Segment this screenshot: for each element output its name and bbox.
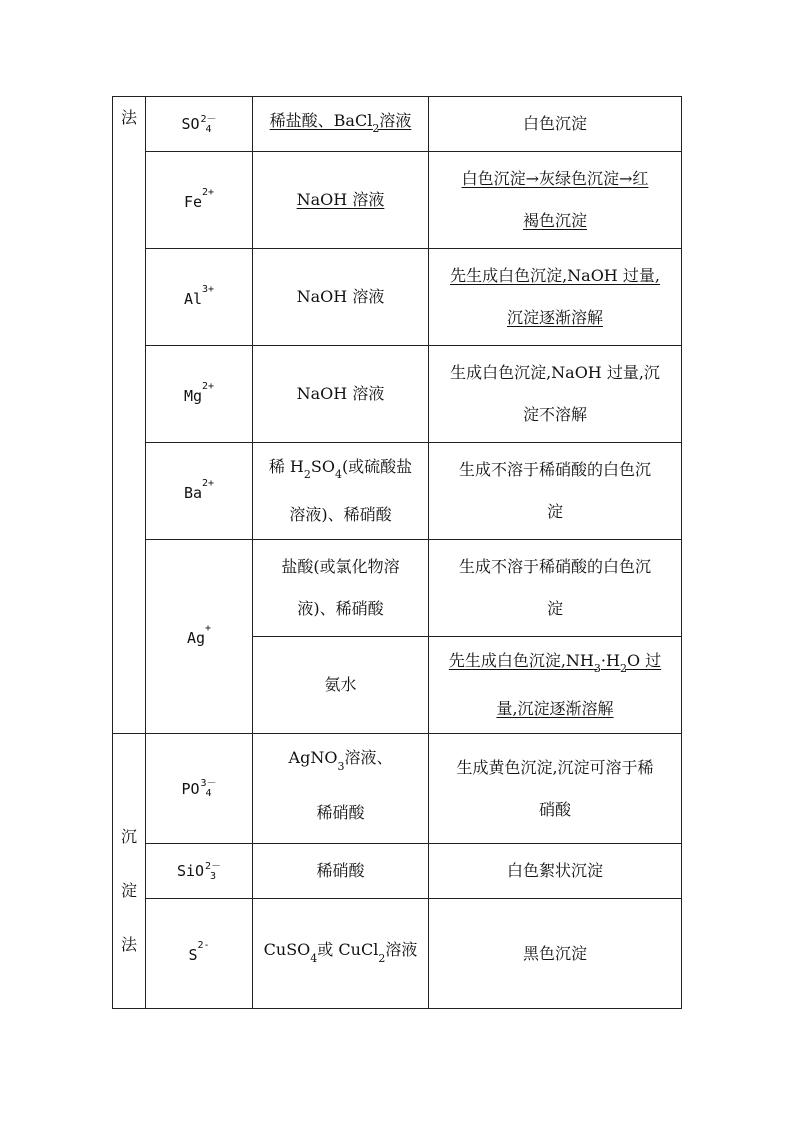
ion-cell: $Al^{3+}$ <box>146 249 253 346</box>
method-label-vertical: 沉 淀 法 <box>120 827 137 954</box>
reagent-cell: 稀 $H_2SO_4$(或硫酸盐 溶液)、稀硝酸 <box>253 443 429 540</box>
table-row <box>113 152 682 249</box>
reagent-text: 稀盐酸、BaCl$_2$溶液 <box>269 110 412 136</box>
reagent-cell: AgNO$_3$溶液、 稀硝酸 <box>253 734 429 844</box>
ion-formula: SO 2－ 4 <box>181 113 217 135</box>
method-cell-top <box>113 97 146 734</box>
phenomenon-cell: 白色沉淀→灰绿色沉淀→红 褐色沉淀 <box>429 152 682 249</box>
ion-cell: Ag+ <box>146 540 253 734</box>
ion-test-table <box>112 96 682 1009</box>
reagent-cell: NaOH 溶液 <box>253 152 429 249</box>
ion-cell: $Ba^{2+}$ <box>146 443 253 540</box>
phenomenon-cell: 黑色沉淀 <box>429 899 682 1009</box>
ion-cell: $Mg^{2+}$ <box>146 346 253 443</box>
table-row <box>113 734 682 844</box>
reagent-cell <box>253 97 429 152</box>
table-row <box>113 844 682 899</box>
ion-cell <box>146 97 253 152</box>
table-row <box>113 899 682 1009</box>
table-row <box>113 249 682 346</box>
phenomenon-text: 白色沉淀 <box>522 114 587 133</box>
phenomenon-cell: 先生成白色沉淀$,NH_3\cdot H_2O$ 过 量,沉淀逐渐溶解 <box>429 637 682 734</box>
phenomenon-cell: 白色絮状沉淀 <box>429 844 682 899</box>
phenomenon-cell <box>429 97 682 152</box>
reagent-cell: NaOH 溶液 <box>253 249 429 346</box>
method-label: 法 <box>120 108 137 127</box>
phenomenon-cell: 生成不溶于稀硝酸的白色沉 淀 <box>429 443 682 540</box>
table-row <box>113 346 682 443</box>
ion-cell: SiO 2－ 3 <box>146 844 253 899</box>
ion-cell: PO 3－ 4 <box>146 734 253 844</box>
method-cell-bottom <box>113 734 146 1009</box>
phenomenon-cell: 生成黄色沉淀,沉淀可溶于稀 硝酸 <box>429 734 682 844</box>
ion-cell: $S^{2-}$ <box>146 899 253 1009</box>
reagent-cell: 盐酸(或氯化物溶 液)、稀硝酸 <box>253 540 429 637</box>
ion-cell: $Fe^{2+}$ <box>146 152 253 249</box>
table-row <box>113 540 682 637</box>
phenomenon-cell: 生成不溶于稀硝酸的白色沉 淀 <box>429 540 682 637</box>
table-row <box>113 97 682 152</box>
phenomenon-cell: 生成白色沉淀,NaOH 过量,沉 淀不溶解 <box>429 346 682 443</box>
reagent-cell: NaOH 溶液 <box>253 346 429 443</box>
reagent-cell: 氨水 <box>253 637 429 734</box>
reagent-cell: 稀硝酸 <box>253 844 429 899</box>
reagent-cell: CuSO$_4$或 CuCl$_2$溶液 <box>253 899 429 1009</box>
phenomenon-cell: 先生成白色沉淀,NaOH 过量, 沉淀逐渐溶解 <box>429 249 682 346</box>
table-row <box>113 443 682 540</box>
